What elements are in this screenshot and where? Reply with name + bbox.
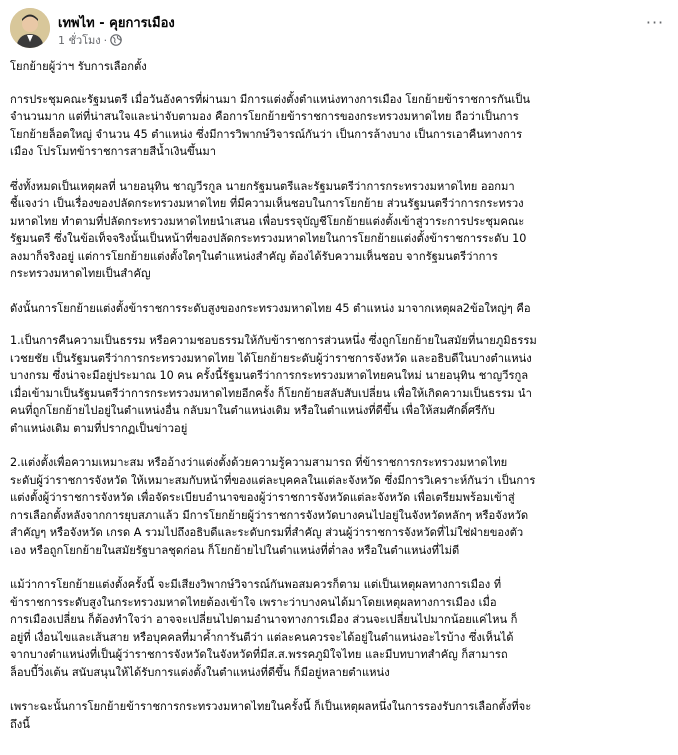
post-paragraph: 1.เป็นการคืนความเป็นธรรม หรือความชอบธรรมให้กับข้าราชการส่วนหนึ่ง ซึ่งถูกโยกย้ายในสมัยที่นายภูมิธรรม เวชยชัย เป็นรัฐมนตรีว่าการกระทรวงมหาดไทย ได้โยกย้ายระดับผู้ว่าราชการจังหวัด และอธิบดีในบางตำแหน่ง บางกรม ซึ่งน่าจะมีอยู่ประมาณ 10 คน ครั้งนี้รัฐมนตรีว่าการกระทรวงมหาดไทยคนใหม่ นายอนุทิน ชาญวีรกูล เมื่อเข้ามาเป็นรัฐมนตรีว่าการกระทรวงมหาดไทยอีกครั้ง ก็โยกย้ายสลับสับเปลี่ยน เพื่อให้เกิดความเป็นธรรม นำ คนที่ถูกโยกย้ายไปอยู่ในตำแหน่งอื่น กลับมาในตำแหน่งเดิม หรือในตำแหน่งที่ดีขึ้น เพื่อให้สมศักดิ์ศรีกับ ตำแหน่งเดิม ตามที่ปรากฏเป็นข่าวอยู่ <box>10 334 537 435</box>
post-time[interactable]: 1 ชั่วโมง <box>58 34 101 47</box>
post-header <box>10 8 670 52</box>
meta-separator: · <box>103 33 108 47</box>
more-options-button[interactable]: ··· <box>645 12 665 32</box>
post-paragraph: การประชุมคณะรัฐมนตรี เมื่อวันอังคารที่ผ่านมา มีการแต่งตั้งตำแหน่งทางการเมือง โยกย้ายข้าราชการกันเป็น จำนวนมาก แต่ที่น่าสนใจและน่าจับตามอง คือการโยกย้ายข้าราชการของกระทรวงมหาดไทย ถือว่าเป็นการ โยกย้ายล็อตใหญ่ จำนวน 45 ตำแหน่ง ซึ่งมีการวิพากษ์วิจารณ์กันว่า เป็นการล้างบาง เป็นการเอาคืนทางการ เมือง โปรโมทข้าราชการสายสีน้ำเงินขึ้นมา <box>10 92 531 158</box>
post-content <box>10 58 666 750</box>
post-paragraph: ดังนั้นการโยกย้ายแต่งตั้งข้าราชการระดับสูงของกระทรวงมหาดไทย 45 ตำแหน่ง มาจากเหตุผล2ข้อใหญ่ๆ คือ <box>10 301 531 315</box>
post-paragraph: เพราะฉะนั้นการโยกย้ายข้าราชการกระทรวงมหาดไทยในครั้งนี้ ก็เป็นเหตุผลหนึ่งในการรองรับการเลือกตั้งที่จะ ถึงนี้ <box>10 700 532 731</box>
avatar[interactable] <box>10 8 50 48</box>
post-paragraph: ซึ่งทั้งหมดเป็นเหตุผลที่ นายอนุทิน ชาญวีรกูล นายกรัฐมนตรีและรัฐมนตรีว่าการกระทรวงมหาดไทย ออกมา ชี้แจงว่า เป็นเรื่องของปลัดกระทรวงมหาดไทย ที่มีความเห็นชอบในการโยกย้าย ส่วนรัฐมนตรีว่าการกระทรวง มหาดไทย ทำตามที่ปลัดกระทรวงมหาดไทยนำเสนอ เพื่อบรรจุบัญชีโยกย้ายแต่งตั้งเข้าสู่วาระการประชุมคณะ รัฐมนตรี ซึ่งในข้อเท็จจริงนั้นเป็นหน้าที่ของปลัดกระทรวงมหาดไทยในการโยกย้ายแต่งตั้งข้าราชการระดับ 10 ลงมาก็จริงอยู่ แต่การโยกย้ายแต่งตั้งใดๆในตำแหน่งสำคัญ ต้องได้รับความเห็นชอบ จากรัฐมนตรีว่าการ กระทรวงมหาดไทยเป็นสำคัญ <box>10 179 527 280</box>
post-paragraph: แม้ว่าการโยกย้ายแต่งตั้งครั้งนี้ จะมีเสียงวิพากษ์วิจารณ์กันพอสมควรก็ตาม แต่เป็นเหตุผลทางการเมือง ที่ ข้าราชการระดับสูงในกระทรวงมหาดไทยต้องเข้าใจ เพราะว่าบางคนได้มาโดยเหตุผลทางการเมือง เมื่อ การเมืองเปลี่ยน ก็ต้องทำใจว่า อาจจะเปลี่ยนไปตามอำนาจทางการเมือง ส่วนจะเปลี่ยนไปมากน้อยแค่ไหน ก็ อยู่ที่ เงื่อนไขและเส้นสาย หรือบุคคลที่มาค้ำการันตีว่า แต่ละคนควรจะได้อยู่ในตำแหน่งอะไรบ้าง ซึ่งเห็นได้ จากบางตำแหน่งที่เป็นผู้ว่าราชการจังหวัดในจังหวัดที่มีส.ส.พรรคภูมิใจไทย และมีบทบาทสำคัญ ก็สามารถ ล็อบบี้วิ่งเต้น สนับสนุนให้ได้รับการแต่งตั้งในตำแหน่งที่ดีขึ้น ก็มีอยู่หลายตำแหน่ง <box>10 578 518 679</box>
post-title: โยกย้ายผู้ว่าฯ รับการเลือกตั้ง <box>10 60 147 73</box>
author-name[interactable]: เทพไท - คุยการเมือง <box>58 16 175 31</box>
post-meta <box>58 31 122 49</box>
post-paragraph: 2.แต่งตั้งเพื่อความเหมาะสม หรืออ้างว่าแต่งตั้งด้วยความรู้ความสามารถ ที่ข้าราชการกระทรวงมหาดไทย ระดับผู้ว่าราชการจังหวัด ให้เหมาะสมกับหน้าที่ของแต่ละบุคคลในแต่ละจังหวัด ซึ่งมีการวิเคราะห์กันว่า เป็นการ แต่งตั้งผู้ว่าราชการจังหวัด เพื่อจัดระเบียบอำนาจของผู้ว่าราชการจังหวัดแต่ละจังหวัด เพื่อเตรียมพร้อมเข้าสู่ การเลือกตั้งหลังจากการยุบสภาแล้ว มีการโยกย้ายผู้ว่าราชการจังหวัดบางคนไปอยู่ในจังหวัดหลักๆ หรือจังหวัด สำคัญๆ หรือจังหวัด เกรด A รวมไปถึงอธิบดีและระดับกรมที่สำคัญ ส่วนผู้ว่าราชการจังหวัดที่ไม่ใช่ฝ่ายของตัว เอง หรือถูกโยกย้ายในสมัยรัฐบาลชุดก่อน ก็โยกย้ายไปในตำแหน่งที่ต่ำลง หรือในตำแหน่งที่ไม่ดี <box>10 456 536 557</box>
globe-icon <box>110 34 122 46</box>
